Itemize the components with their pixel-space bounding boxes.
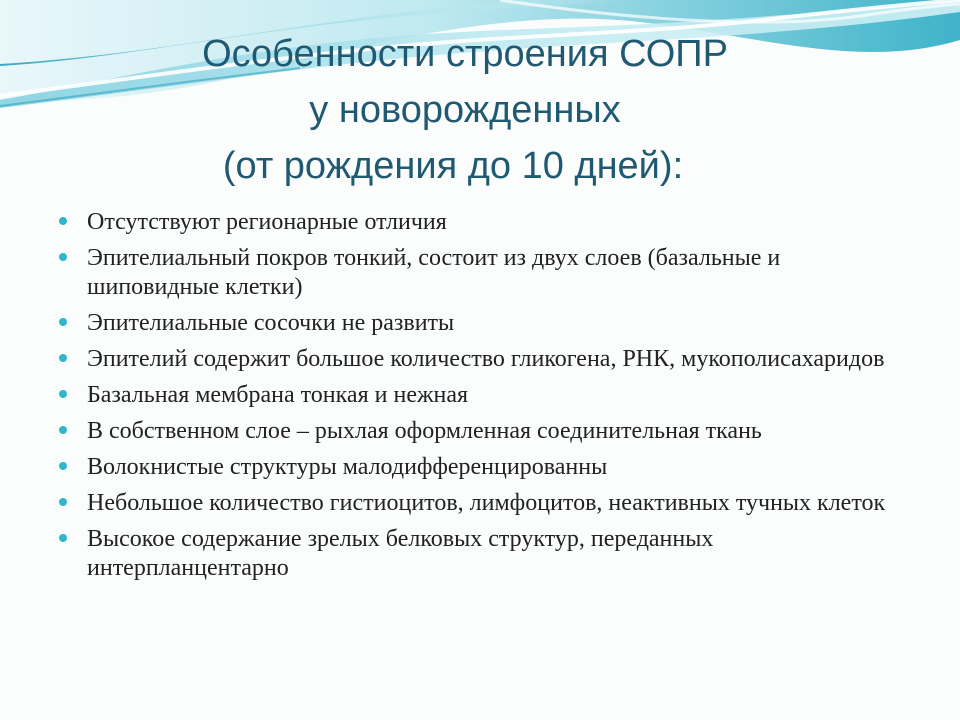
bullet-dot-icon [59,462,67,470]
bullet-text: Отсутствуют регионарные отличия [87,209,447,235]
bullet-text: Эпителий содержит большое количество гликогена, РНК, мукополисахаридов [87,346,885,372]
title-line-1: Особенности строения СОПР [202,33,728,75]
bullet-item [58,381,908,410]
slide-title [120,26,810,194]
title-line-3: (от рождения до 10 дней): [222,145,684,187]
bullet-list-container [58,208,908,590]
bullet-text: Базальная мембрана тонкая и нежная [87,382,469,408]
bullet-item [58,525,908,583]
bullet-text: Эпителиальные сосочки не развиты [87,310,455,336]
bullet-dot-icon [59,534,67,542]
bullet-text: Эпителиальный покров тонкий, состоит из двух слоев (базальные и шиповидные клетки) [87,245,781,300]
bullet-dot-icon [59,217,67,225]
bullet-dot-icon [59,253,67,261]
bullet-dot-icon [59,390,67,398]
bullet-item [58,345,908,374]
bullet-list [58,208,908,583]
bullet-dot-icon [59,426,67,434]
bullet-item [58,489,908,518]
title-line-2: у новорожденных [309,89,621,131]
bullet-item [58,244,908,302]
bullet-dot-icon [59,354,67,362]
bullet-text: Волокнистые структуры малодифференцированны [87,454,608,480]
bullet-item [58,309,908,338]
bullet-text: Небольшое количество гистиоцитов, лимфоцитов, неактивных тучных клеток [87,490,886,516]
bullet-dot-icon [59,498,67,506]
bullet-text: Высокое содержание зрелых белковых структур, переданных интерпланцентарно [87,526,714,581]
bullet-item [58,208,908,237]
bullet-item [58,453,908,482]
bullet-text: В собственном слое – рыхлая оформленная соединительная ткань [87,418,762,444]
bullet-item [58,417,908,446]
bullet-dot-icon [59,318,67,326]
